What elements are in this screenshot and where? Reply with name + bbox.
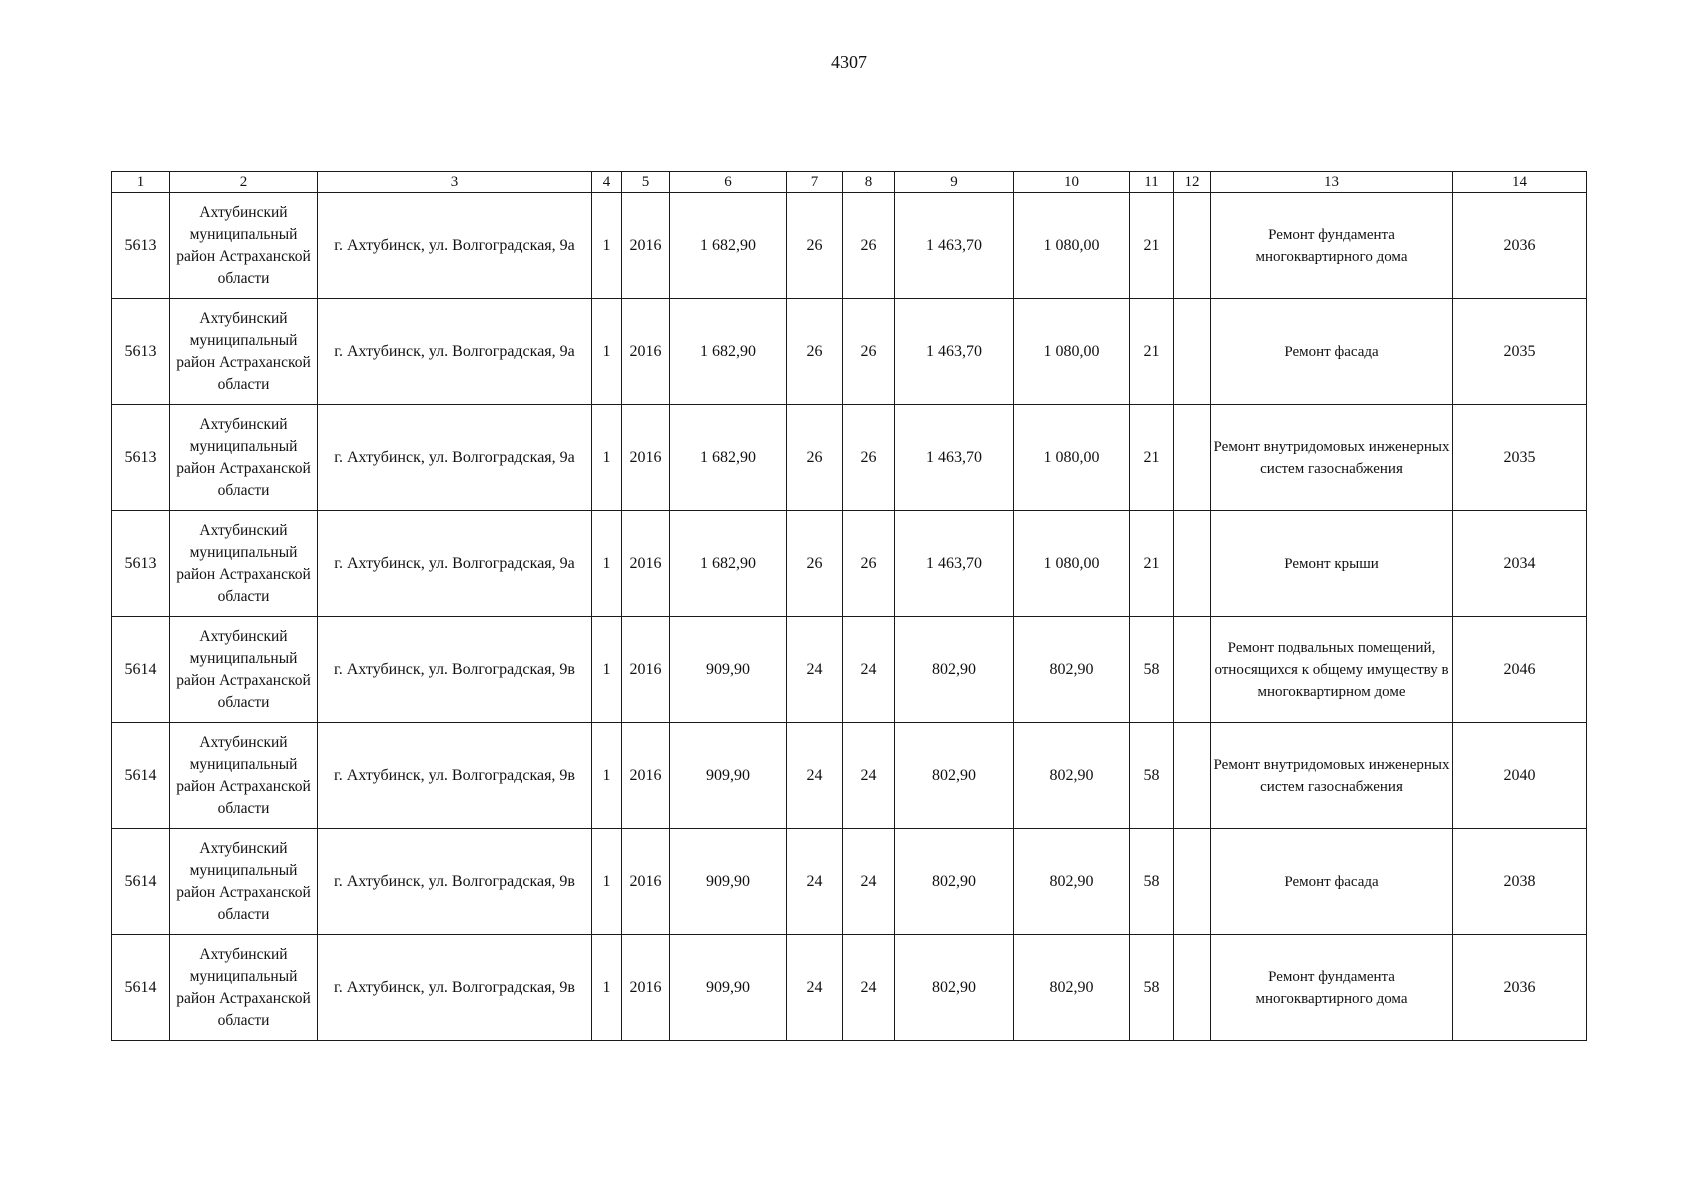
- cell-col-8: 24: [843, 935, 895, 1041]
- cell-address: г. Ахтубинск, ул. Волгоградская, 9в: [318, 723, 592, 829]
- cell-district: Ахтубинский муниципальный район Астраханской области: [170, 193, 318, 299]
- cell-year: 2016: [622, 193, 670, 299]
- cell-col-12: [1174, 935, 1211, 1041]
- table-row: [112, 193, 1587, 299]
- header-col-9: 9: [895, 172, 1014, 193]
- cell-col-10: 802,90: [1014, 723, 1130, 829]
- cell-col-8: 26: [843, 299, 895, 405]
- cell-district: Ахтубинский муниципальный район Астраханской области: [170, 405, 318, 511]
- cell-year: 2016: [622, 829, 670, 935]
- table-row: [112, 935, 1587, 1041]
- cell-work-type: Ремонт фасада: [1211, 299, 1453, 405]
- header-col-6: 6: [670, 172, 787, 193]
- cell-address: г. Ахтубинск, ул. Волгоградская, 9в: [318, 829, 592, 935]
- cell-col-6: 1 682,90: [670, 193, 787, 299]
- header-col-5: 5: [622, 172, 670, 193]
- cell-col-11: 21: [1130, 511, 1174, 617]
- cell-col-10: 1 080,00: [1014, 299, 1130, 405]
- cell-house-code: 5614: [112, 829, 170, 935]
- cell-col-8: 26: [843, 405, 895, 511]
- repair-schedule-table: [111, 171, 1587, 1041]
- cell-col-4: 1: [592, 617, 622, 723]
- cell-planned-year: 2036: [1453, 935, 1587, 1041]
- cell-year: 2016: [622, 405, 670, 511]
- header-col-13: 13: [1211, 172, 1453, 193]
- cell-col-8: 24: [843, 617, 895, 723]
- cell-work-type: Ремонт крыши: [1211, 511, 1453, 617]
- cell-col-10: 1 080,00: [1014, 405, 1130, 511]
- cell-col-9: 802,90: [895, 829, 1014, 935]
- cell-year: 2016: [622, 723, 670, 829]
- cell-planned-year: 2038: [1453, 829, 1587, 935]
- table-row: [112, 829, 1587, 935]
- cell-col-7: 24: [787, 935, 843, 1041]
- cell-col-6: 1 682,90: [670, 299, 787, 405]
- cell-col-11: 58: [1130, 829, 1174, 935]
- table-row: [112, 617, 1587, 723]
- column-number-row: [112, 172, 1587, 193]
- cell-house-code: 5613: [112, 299, 170, 405]
- cell-planned-year: 2035: [1453, 299, 1587, 405]
- cell-planned-year: 2036: [1453, 193, 1587, 299]
- cell-planned-year: 2040: [1453, 723, 1587, 829]
- cell-year: 2016: [622, 935, 670, 1041]
- cell-district: Ахтубинский муниципальный район Астраханской области: [170, 617, 318, 723]
- cell-col-10: 802,90: [1014, 617, 1130, 723]
- cell-col-10: 802,90: [1014, 935, 1130, 1041]
- cell-work-type: Ремонт фасада: [1211, 829, 1453, 935]
- cell-year: 2016: [622, 299, 670, 405]
- cell-col-4: 1: [592, 193, 622, 299]
- header-col-4: 4: [592, 172, 622, 193]
- cell-col-9: 802,90: [895, 935, 1014, 1041]
- cell-address: г. Ахтубинск, ул. Волгоградская, 9а: [318, 299, 592, 405]
- cell-col-12: [1174, 511, 1211, 617]
- cell-col-6: 1 682,90: [670, 405, 787, 511]
- cell-col-12: [1174, 299, 1211, 405]
- cell-col-7: 26: [787, 511, 843, 617]
- cell-col-4: 1: [592, 405, 622, 511]
- cell-col-7: 24: [787, 617, 843, 723]
- cell-house-code: 5613: [112, 405, 170, 511]
- cell-col-10: 802,90: [1014, 829, 1130, 935]
- cell-col-4: 1: [592, 299, 622, 405]
- cell-address: г. Ахтубинск, ул. Волгоградская, 9а: [318, 405, 592, 511]
- cell-work-type: Ремонт фундамента многоквартирного дома: [1211, 193, 1453, 299]
- cell-col-12: [1174, 617, 1211, 723]
- header-col-3: 3: [318, 172, 592, 193]
- cell-year: 2016: [622, 511, 670, 617]
- cell-col-8: 24: [843, 723, 895, 829]
- cell-col-11: 58: [1130, 723, 1174, 829]
- cell-col-7: 24: [787, 723, 843, 829]
- header-col-12: 12: [1174, 172, 1211, 193]
- cell-col-10: 1 080,00: [1014, 193, 1130, 299]
- table-row: [112, 511, 1587, 617]
- cell-col-10: 1 080,00: [1014, 511, 1130, 617]
- cell-work-type: Ремонт внутридомовых инженерных систем газоснабжения: [1211, 723, 1453, 829]
- cell-address: г. Ахтубинск, ул. Волгоградская, 9в: [318, 617, 592, 723]
- cell-address: г. Ахтубинск, ул. Волгоградская, 9а: [318, 193, 592, 299]
- cell-work-type: Ремонт фундамента многоквартирного дома: [1211, 935, 1453, 1041]
- header-col-14: 14: [1453, 172, 1587, 193]
- cell-col-8: 26: [843, 511, 895, 617]
- cell-col-9: 1 463,70: [895, 405, 1014, 511]
- cell-col-11: 58: [1130, 617, 1174, 723]
- cell-col-12: [1174, 723, 1211, 829]
- cell-col-6: 909,90: [670, 829, 787, 935]
- cell-district: Ахтубинский муниципальный район Астраханской области: [170, 723, 318, 829]
- cell-house-code: 5613: [112, 193, 170, 299]
- cell-house-code: 5614: [112, 723, 170, 829]
- cell-col-7: 24: [787, 829, 843, 935]
- table-row: [112, 723, 1587, 829]
- cell-work-type: Ремонт подвальных помещений, относящихся к общему имуществу в многоквартирном доме: [1211, 617, 1453, 723]
- table-row: [112, 405, 1587, 511]
- cell-col-7: 26: [787, 193, 843, 299]
- cell-col-8: 26: [843, 193, 895, 299]
- cell-house-code: 5614: [112, 935, 170, 1041]
- header-col-8: 8: [843, 172, 895, 193]
- cell-col-11: 58: [1130, 935, 1174, 1041]
- cell-planned-year: 2035: [1453, 405, 1587, 511]
- header-col-2: 2: [170, 172, 318, 193]
- cell-district: Ахтубинский муниципальный район Астраханской области: [170, 299, 318, 405]
- cell-year: 2016: [622, 617, 670, 723]
- cell-col-6: 909,90: [670, 723, 787, 829]
- header-col-1: 1: [112, 172, 170, 193]
- cell-col-9: 1 463,70: [895, 299, 1014, 405]
- header-col-10: 10: [1014, 172, 1130, 193]
- cell-district: Ахтубинский муниципальный район Астраханской области: [170, 935, 318, 1041]
- cell-district: Ахтубинский муниципальный район Астраханской области: [170, 829, 318, 935]
- cell-col-6: 909,90: [670, 935, 787, 1041]
- cell-col-4: 1: [592, 935, 622, 1041]
- cell-address: г. Ахтубинск, ул. Волгоградская, 9а: [318, 511, 592, 617]
- cell-house-code: 5614: [112, 617, 170, 723]
- cell-col-11: 21: [1130, 405, 1174, 511]
- cell-col-8: 24: [843, 829, 895, 935]
- cell-district: Ахтубинский муниципальный район Астраханской области: [170, 511, 318, 617]
- cell-col-12: [1174, 405, 1211, 511]
- cell-col-9: 802,90: [895, 617, 1014, 723]
- cell-col-12: [1174, 193, 1211, 299]
- cell-col-9: 1 463,70: [895, 511, 1014, 617]
- cell-col-4: 1: [592, 829, 622, 935]
- page-number: 4307: [831, 52, 867, 72]
- cell-address: г. Ахтубинск, ул. Волгоградская, 9в: [318, 935, 592, 1041]
- cell-col-7: 26: [787, 299, 843, 405]
- cell-col-4: 1: [592, 511, 622, 617]
- cell-col-7: 26: [787, 405, 843, 511]
- header-col-11: 11: [1130, 172, 1174, 193]
- cell-house-code: 5613: [112, 511, 170, 617]
- cell-col-11: 21: [1130, 299, 1174, 405]
- cell-col-4: 1: [592, 723, 622, 829]
- cell-col-6: 909,90: [670, 617, 787, 723]
- cell-planned-year: 2034: [1453, 511, 1587, 617]
- cell-col-12: [1174, 829, 1211, 935]
- cell-col-9: 802,90: [895, 723, 1014, 829]
- header-col-7: 7: [787, 172, 843, 193]
- cell-col-11: 21: [1130, 193, 1174, 299]
- table-row: [112, 299, 1587, 405]
- cell-planned-year: 2046: [1453, 617, 1587, 723]
- cell-work-type: Ремонт внутридомовых инженерных систем газоснабжения: [1211, 405, 1453, 511]
- cell-col-9: 1 463,70: [895, 193, 1014, 299]
- cell-col-6: 1 682,90: [670, 511, 787, 617]
